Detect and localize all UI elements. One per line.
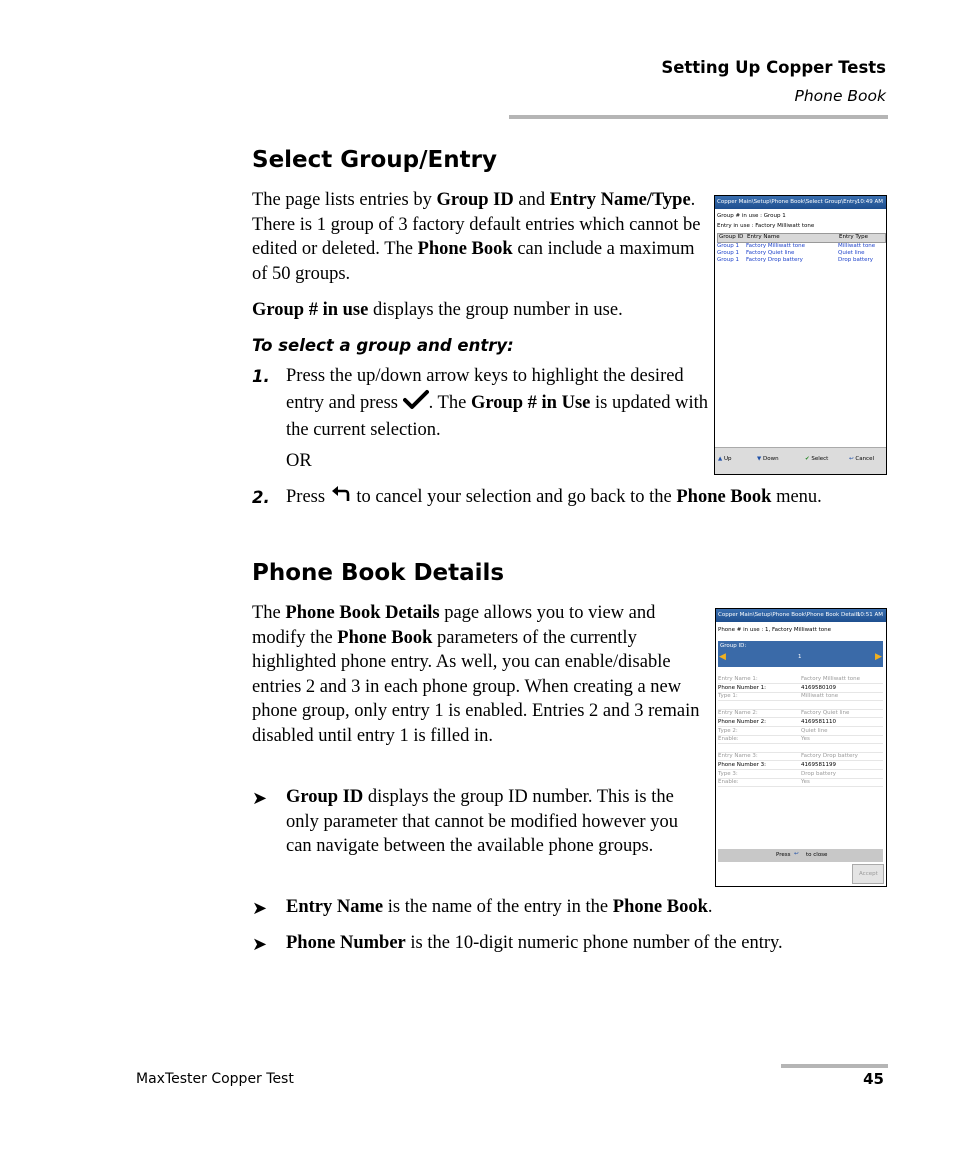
screen2-phone-in-use: Phone # in use : 1, Factory Milliwatt tone — [718, 627, 832, 633]
screen1-table-cell[interactable]: Factory Drop battery — [746, 257, 803, 263]
back-icon: ↩ — [794, 851, 799, 857]
field-value[interactable]: 4169580109 — [801, 684, 836, 691]
step-1-text — [286, 364, 711, 443]
bullet-arrow-icon: ➤ — [252, 934, 268, 954]
field-label: Type 2: — [718, 727, 738, 734]
bold-term: Phone Book — [337, 627, 433, 648]
screen2-title: Copper Main\Setup\Phone Book\Phone Book Details — [718, 612, 861, 618]
screen1-table-cell[interactable]: Milliwatt tone — [838, 243, 876, 249]
screenshot-select-group-entry — [714, 195, 887, 475]
screen1-title: Copper Main\Setup\Phone Book\Select Group\Entry — [717, 199, 858, 205]
text-run: displays the group number in use. — [368, 300, 623, 320]
bold-term: Phone Number — [286, 933, 406, 953]
field-value[interactable]: Yes — [801, 736, 810, 743]
field-label: Type 3: — [718, 770, 738, 777]
bold-term: Phone Book — [612, 897, 708, 917]
text-run: page allows you to view and modify the — [252, 603, 656, 648]
screen1-time: 10:49 AM — [856, 199, 883, 205]
screen1-col-group-id: Group ID — [719, 234, 744, 240]
paragraph-group-in-use — [252, 298, 702, 323]
text-run: is the 10-digit numeric phone number of the entry. — [405, 933, 783, 953]
field-value[interactable]: Quiet line — [801, 727, 828, 734]
screen2-accept-label: Accept — [859, 871, 878, 877]
field-value[interactable]: Factory Quiet line — [801, 710, 850, 717]
bullet-phone-number — [286, 931, 876, 956]
right-arrow-icon[interactable]: ▶ — [875, 652, 882, 662]
screen1-table-cell[interactable]: Factory Milliwatt tone — [746, 243, 806, 249]
screen1-down-button[interactable] — [757, 456, 779, 462]
step-2-bold: Phone Book — [676, 487, 772, 508]
bold-term: Phone Book — [417, 239, 513, 260]
screen1-table-cell[interactable]: Group 1 — [717, 257, 739, 263]
or-text: OR — [286, 451, 312, 471]
step-2-part-b: to cancel your selection and go back to the — [351, 487, 677, 508]
running-header-chapter: Setting Up Copper Tests — [661, 58, 886, 77]
step-1-bold: Group # in Use — [470, 392, 591, 413]
left-arrow-icon[interactable]: ◀ — [719, 652, 726, 662]
running-header-section: Phone Book — [794, 87, 886, 105]
screen2-status-bar — [718, 849, 883, 862]
screen1-col-entry-type: Entry Type — [839, 234, 869, 240]
field-value[interactable]: Drop battery — [801, 770, 837, 777]
field-divider — [718, 700, 883, 701]
field-label: Type 1: — [718, 693, 738, 700]
footer-rule — [781, 1064, 888, 1068]
text-run: and — [513, 190, 550, 210]
footer-product-name: MaxTester Copper Test — [136, 1071, 294, 1087]
step-2-part-a: Press — [286, 487, 326, 508]
screen2-group-id-selector[interactable] — [718, 641, 883, 667]
step-2-text — [286, 485, 876, 511]
back-icon: ↩ — [849, 456, 854, 462]
step-number-1: 1. — [252, 367, 270, 386]
screen1-table-header — [717, 233, 886, 243]
screen1-cancel-label: Cancel — [855, 456, 874, 462]
screen1-col-entry-name: Entry Name — [747, 234, 780, 240]
screen2-group-label: Group ID: — [720, 643, 747, 649]
bold-term: Group ID — [436, 190, 514, 210]
screen1-table-cell[interactable]: Drop battery — [838, 257, 874, 263]
field-value[interactable]: Milliwatt tone — [801, 693, 839, 700]
bullet-arrow-icon: ➤ — [252, 898, 268, 918]
field-value[interactable]: Factory Milliwatt tone — [801, 676, 861, 682]
screen1-cancel-button[interactable] — [849, 456, 874, 462]
screen1-up-label: Up — [723, 456, 732, 462]
field-label: Phone Number 2: — [718, 719, 766, 725]
check-icon: ✔ — [805, 456, 810, 462]
field-value[interactable]: Yes — [801, 779, 810, 786]
text-run: The page lists entries by — [252, 190, 437, 210]
screen2-titlebar — [716, 609, 886, 622]
step-1-part-c: is updated with the current selection. — [286, 392, 709, 441]
screen2-press-label: Press — [776, 852, 791, 858]
text-run: displays the group ID number. This is the only parameter that cannot be modified however you can navigate between the available phone groups. — [286, 787, 678, 857]
text-run: . — [707, 897, 713, 917]
step-2-part-c: menu. — [771, 487, 822, 508]
screen2-to-close-label: to close — [806, 852, 828, 858]
screen2-accept-button[interactable] — [852, 864, 884, 884]
text-run: parameters of the currently highlighted phone entry. As well, you can enable/disable entries 2 and 3 in each phone group. When creating a new phone group, only entry 1 is enabled. Entries 2 and 3 remain disabled until entry 1 is filled in. — [252, 627, 700, 746]
text-run: The — [252, 603, 286, 623]
screen1-down-label: Down — [762, 456, 779, 462]
field-label: Phone Number 3: — [718, 762, 766, 768]
checkmark-icon — [403, 389, 429, 419]
field-label: Phone Number 1: — [718, 684, 766, 691]
bold-term: Group # in use — [252, 300, 369, 320]
text-run: can include a maximum of 50 groups. — [252, 239, 695, 284]
paragraph-details-intro — [252, 601, 712, 749]
bold-term: Phone Book Details — [285, 603, 440, 623]
paragraph-select-intro — [252, 188, 710, 286]
screen1-select-button[interactable] — [805, 456, 828, 462]
field-divider — [718, 786, 883, 787]
down-triangle-icon: ▼ — [757, 456, 762, 462]
screen1-entry-in-use: Entry in use : Factory Milliwatt tone — [717, 223, 815, 229]
text-run: . There is 1 group of 3 factory default entries which cannot be edited or deleted. The — [252, 190, 701, 260]
step-1-part-a: Press the up/down arrow keys to highlight the desired entry and press — [286, 366, 684, 413]
bold-term: Entry Name — [286, 897, 384, 917]
field-divider — [718, 743, 883, 744]
field-value[interactable]: Factory Drop battery — [801, 753, 858, 760]
text-run: is the name of the entry in the — [383, 897, 613, 917]
step-number-2: 2. — [252, 488, 270, 507]
screen2-group-value: 1 — [798, 654, 802, 660]
header-rule — [509, 115, 888, 119]
field-value[interactable]: 4169581199 — [801, 762, 836, 768]
back-arrow-icon — [330, 485, 352, 511]
screen1-table-cell[interactable]: Group 1 — [717, 243, 739, 249]
heading-phone-book-details: Phone Book Details — [252, 560, 505, 586]
screenshot-phone-book-details — [715, 608, 887, 887]
screen1-table-cell[interactable]: Quiet line — [838, 250, 865, 256]
screen1-table-cell[interactable]: Factory Quiet line — [746, 250, 795, 256]
field-label: Entry Name 2: — [718, 710, 758, 717]
field-label: Entry Name 1: — [718, 676, 758, 682]
procedure-title: To select a group and entry: — [252, 336, 514, 355]
up-triangle-icon: ▲ — [718, 456, 723, 462]
step-1-part-b: . The — [428, 392, 471, 413]
screen1-button-bar — [715, 447, 886, 474]
bullet-group-id — [286, 785, 706, 859]
screen1-titlebar — [715, 196, 886, 209]
screen1-select-label: Select — [811, 456, 829, 462]
field-label: Entry Name 3: — [718, 753, 758, 760]
bullet-arrow-icon: ➤ — [252, 788, 268, 808]
screen2-time: 10:51 AM — [856, 612, 883, 618]
screen1-table-cell[interactable]: Group 1 — [717, 250, 739, 256]
field-label: Enable: — [718, 736, 739, 743]
field-value[interactable]: 4169581110 — [801, 719, 836, 725]
bold-term: Entry Name/Type — [549, 190, 691, 210]
page-number: 45 — [863, 1070, 884, 1088]
field-label: Enable: — [718, 779, 739, 786]
bold-term: Group ID — [286, 787, 364, 807]
heading-select-group-entry: Select Group/Entry — [252, 147, 497, 173]
screen1-up-button[interactable] — [718, 456, 732, 462]
bullet-entry-name — [286, 895, 876, 920]
screen1-group-in-use: Group # in use : Group 1 — [717, 213, 786, 219]
